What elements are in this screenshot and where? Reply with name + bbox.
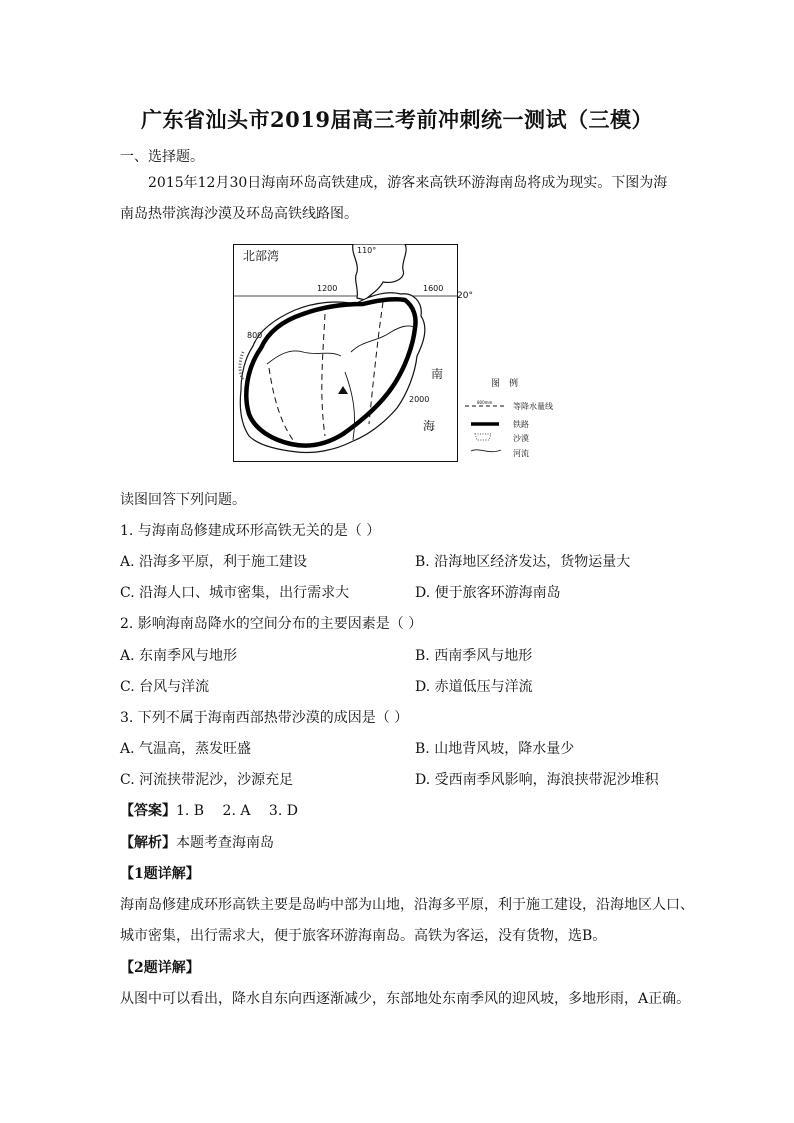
label-gulf: 北部湾: [243, 249, 280, 263]
q3-option-a: A. 气温高，蒸发旺盛: [120, 741, 252, 757]
analysis-line: [120, 832, 274, 852]
instruction: 读图回答下列问题。: [120, 492, 246, 508]
q1-option-b: B. 沿海地区经济发达，货物运量大: [415, 554, 631, 570]
detail-1-label: 【1题详解】: [120, 866, 200, 882]
label-iso-1200: 1200: [317, 284, 338, 293]
label-iso-2000: 2000: [409, 395, 430, 404]
q2-option-c: C. 台风与洋流: [120, 679, 210, 695]
legend-river-symbol: [471, 450, 501, 452]
label-sea-nan: 南: [431, 367, 444, 381]
detail-1-line-2: 城市密集，出行需求大，便于旅客环游海南岛。高铁为客运，没有货物，选B。: [120, 928, 607, 944]
q3-option-d: D. 受西南季风影响，海浪挟带泥沙堆积: [415, 772, 659, 788]
q1-option-a: A. 沿海多平原，利于施工建设: [120, 554, 308, 570]
legend-isohyet-sample: 800mm: [477, 400, 493, 405]
answer-label: 【答案】: [120, 803, 176, 819]
detail-2-line-1: 从图中可以看出，降水自东向西逐渐减少，东部地处东南季风的迎风坡，多地形雨，A正确。: [120, 991, 691, 1007]
label-lat: 20°: [457, 291, 473, 301]
hainan-map-figure: [233, 244, 563, 462]
q3-option-b: B. 山地背风坡，降水量少: [415, 741, 575, 757]
q1-option-c: C. 沿海人口、城市密集，出行需求大: [120, 585, 350, 601]
detail-2-label: 【2题详解】: [120, 960, 200, 976]
intro-paragraph: 2015年12月30日海南环岛高铁建成，游客来高铁环游海南岛将成为现实。下图为海南岛热带滨海沙漠及环岛高铁线路图。: [120, 175, 668, 222]
question-2-stem: 2. 影响海南岛降水的空间分布的主要因素是（ ）: [120, 616, 423, 632]
label-iso-800: 800: [247, 331, 263, 340]
island-coast: [240, 293, 425, 453]
detail-1-line-1: 海南岛修建成环形高铁主要是岛屿中部为山地，沿海多平原，利于施工建设，沿海地区人口、: [120, 897, 694, 913]
analysis-label: 【解析】: [120, 835, 176, 851]
legend-desert-label: 沙漠: [513, 434, 529, 443]
q2-option-a: A. 东南季风与地形: [120, 648, 238, 664]
answer-line: [120, 800, 298, 820]
label-iso-1600: 1600: [423, 284, 444, 293]
legend-desert-symbol: [475, 434, 491, 440]
answer-text: 1. B 2. A 3. D: [176, 803, 298, 819]
analysis-text: 本题考查海南岛: [176, 835, 274, 851]
desert-area: [240, 352, 243, 380]
q3-option-c: C. 河流挟带泥沙，沙源充足: [120, 772, 294, 788]
q2-option-d: D. 赤道低压与洋流: [415, 679, 533, 695]
label-lon: 110°: [357, 246, 377, 255]
label-sea-hai: 海: [423, 419, 436, 433]
legend-title: 图 例: [491, 379, 519, 389]
legend-isohyet-label: 等降水量线: [513, 402, 553, 411]
section-heading: 一、选择题。: [120, 149, 204, 165]
legend-river-label: 河流: [513, 449, 529, 458]
q2-option-b: B. 西南季风与地形: [415, 648, 533, 664]
question-1-stem: 1. 与海南岛修建成环形高铁无关的是（ ）: [120, 523, 381, 539]
question-3-stem: 3. 下列不属于海南西部热带沙漠的成因是（ ）: [120, 710, 409, 726]
legend-rail-label: 铁路: [513, 420, 529, 429]
page-title: 广东省汕头市2019届高三考前冲刺统一测试（三模）: [141, 107, 653, 132]
q1-option-d: D. 便于旅客环游海南岛: [415, 585, 561, 601]
